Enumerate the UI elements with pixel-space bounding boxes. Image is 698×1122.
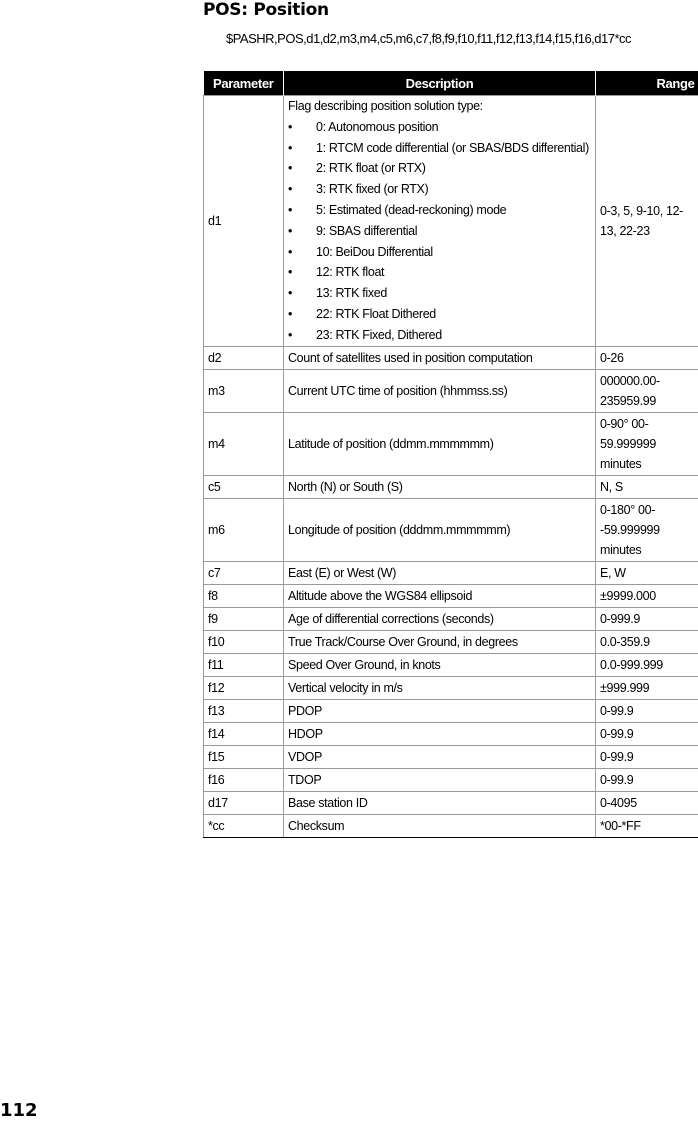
range-cell: 0-99.9 xyxy=(596,722,698,745)
table-header-row xyxy=(204,71,698,96)
description-cell: Current UTC time of position (hhmmss.ss) xyxy=(284,369,596,412)
description-cell: HDOP xyxy=(284,722,596,745)
parameter-table xyxy=(203,71,698,838)
range-cell: 0.0-999.999 xyxy=(596,653,698,676)
list-item: • 10: BeiDou Differential xyxy=(288,242,591,263)
list-item: • 13: RTK fixed xyxy=(288,283,591,304)
range-cell: 0-4095 xyxy=(596,791,698,814)
description-cell: East (E) or West (W) xyxy=(284,561,596,584)
table-row xyxy=(204,369,698,412)
list-item: • 1: RTCM code differential (or SBAS/BDS differential) xyxy=(288,138,591,159)
description-cell: Checksum xyxy=(284,814,596,837)
sentence-syntax: $PASHR,POS,d1,d2,m3,m4,c5,m6,c7,f8,f9,f10,f11,f12,f13,f14,f15,f16,d17*cc xyxy=(226,31,632,46)
page-number: 112 xyxy=(0,1100,38,1121)
table-row xyxy=(204,791,698,814)
range-cell: 000000.00-235959.99 xyxy=(596,369,698,412)
range-cell: 0-99.9 xyxy=(596,745,698,768)
table-row xyxy=(204,814,698,837)
param-cell: f8 xyxy=(204,584,284,607)
list-item: • 3: RTK fixed (or RTX) xyxy=(288,179,591,200)
param-cell: d17 xyxy=(204,791,284,814)
range-cell: 0-999.9 xyxy=(596,607,698,630)
table-row xyxy=(204,676,698,699)
table-row xyxy=(204,653,698,676)
table-row xyxy=(204,699,698,722)
description-cell: Altitude above the WGS84 ellipsoid xyxy=(284,584,596,607)
table-row-d1 xyxy=(204,96,698,347)
param-cell: f10 xyxy=(204,630,284,653)
description-cell: Base station ID xyxy=(284,791,596,814)
param-cell: f15 xyxy=(204,745,284,768)
range-cell: E, W xyxy=(596,561,698,584)
description-cell: True Track/Course Over Ground, in degrees xyxy=(284,630,596,653)
param-cell: m6 xyxy=(204,498,284,561)
description-cell: Speed Over Ground, in knots xyxy=(284,653,596,676)
param-cell: f11 xyxy=(204,653,284,676)
param-cell: f12 xyxy=(204,676,284,699)
table-row xyxy=(204,584,698,607)
description-cell: PDOP xyxy=(284,699,596,722)
list-item: • 2: RTK float (or RTX) xyxy=(288,158,591,179)
description-cell xyxy=(284,96,596,347)
solution-type-intro: Flag describing position solution type: xyxy=(288,99,483,113)
table-row xyxy=(204,475,698,498)
description-cell: VDOP xyxy=(284,745,596,768)
solution-type-list xyxy=(288,117,591,346)
list-item: • 12: RTK float xyxy=(288,262,591,283)
description-cell: North (N) or South (S) xyxy=(284,475,596,498)
range-cell: 0-3, 5, 9-10, 12-13, 22-23 xyxy=(596,96,698,347)
description-cell: Age of differential corrections (seconds) xyxy=(284,607,596,630)
list-item: • 23: RTK Fixed, Dithered xyxy=(288,325,591,346)
list-item: • 0: Autonomous position xyxy=(288,117,591,138)
header-parameter: Parameter xyxy=(204,71,284,96)
table-row xyxy=(204,498,698,561)
table-row xyxy=(204,630,698,653)
range-cell: ±9999.000 xyxy=(596,584,698,607)
param-cell: d1 xyxy=(204,96,284,347)
description-cell: Longitude of position (dddmm.mmmmmm) xyxy=(284,498,596,561)
range-cell: 0-99.9 xyxy=(596,768,698,791)
range-cell: 0-99.9 xyxy=(596,699,698,722)
description-cell: Count of satellites used in position computation xyxy=(284,346,596,369)
section-heading: POS: Position xyxy=(203,0,329,20)
range-cell: ±999.999 xyxy=(596,676,698,699)
range-cell: 0-26 xyxy=(596,346,698,369)
param-cell: f14 xyxy=(204,722,284,745)
param-cell: f16 xyxy=(204,768,284,791)
table-row xyxy=(204,745,698,768)
param-cell: *cc xyxy=(204,814,284,837)
description-cell: Vertical velocity in m/s xyxy=(284,676,596,699)
table-row xyxy=(204,607,698,630)
list-item: • 9: SBAS differential xyxy=(288,221,591,242)
range-cell: 0-90° 00-59.999999 minutes xyxy=(596,412,698,475)
param-cell: d2 xyxy=(204,346,284,369)
header-description: Description xyxy=(284,71,596,96)
list-item: • 22: RTK Float Dithered xyxy=(288,304,591,325)
description-cell: TDOP xyxy=(284,768,596,791)
range-cell: *00-*FF xyxy=(596,814,698,837)
param-cell: f13 xyxy=(204,699,284,722)
param-cell: f9 xyxy=(204,607,284,630)
table-row xyxy=(204,768,698,791)
table-row xyxy=(204,722,698,745)
range-cell: 0.0-359.9 xyxy=(596,630,698,653)
description-cell: Latitude of position (ddmm.mmmmmm) xyxy=(284,412,596,475)
range-cell: 0-180° 00--59.999999 minutes xyxy=(596,498,698,561)
table-row xyxy=(204,346,698,369)
table-row xyxy=(204,412,698,475)
param-cell: c5 xyxy=(204,475,284,498)
list-item: • 5: Estimated (dead-reckoning) mode xyxy=(288,200,591,221)
param-cell: m4 xyxy=(204,412,284,475)
param-cell: m3 xyxy=(204,369,284,412)
header-range: Range xyxy=(596,71,698,96)
param-cell: c7 xyxy=(204,561,284,584)
range-cell: N, S xyxy=(596,475,698,498)
table-row xyxy=(204,561,698,584)
